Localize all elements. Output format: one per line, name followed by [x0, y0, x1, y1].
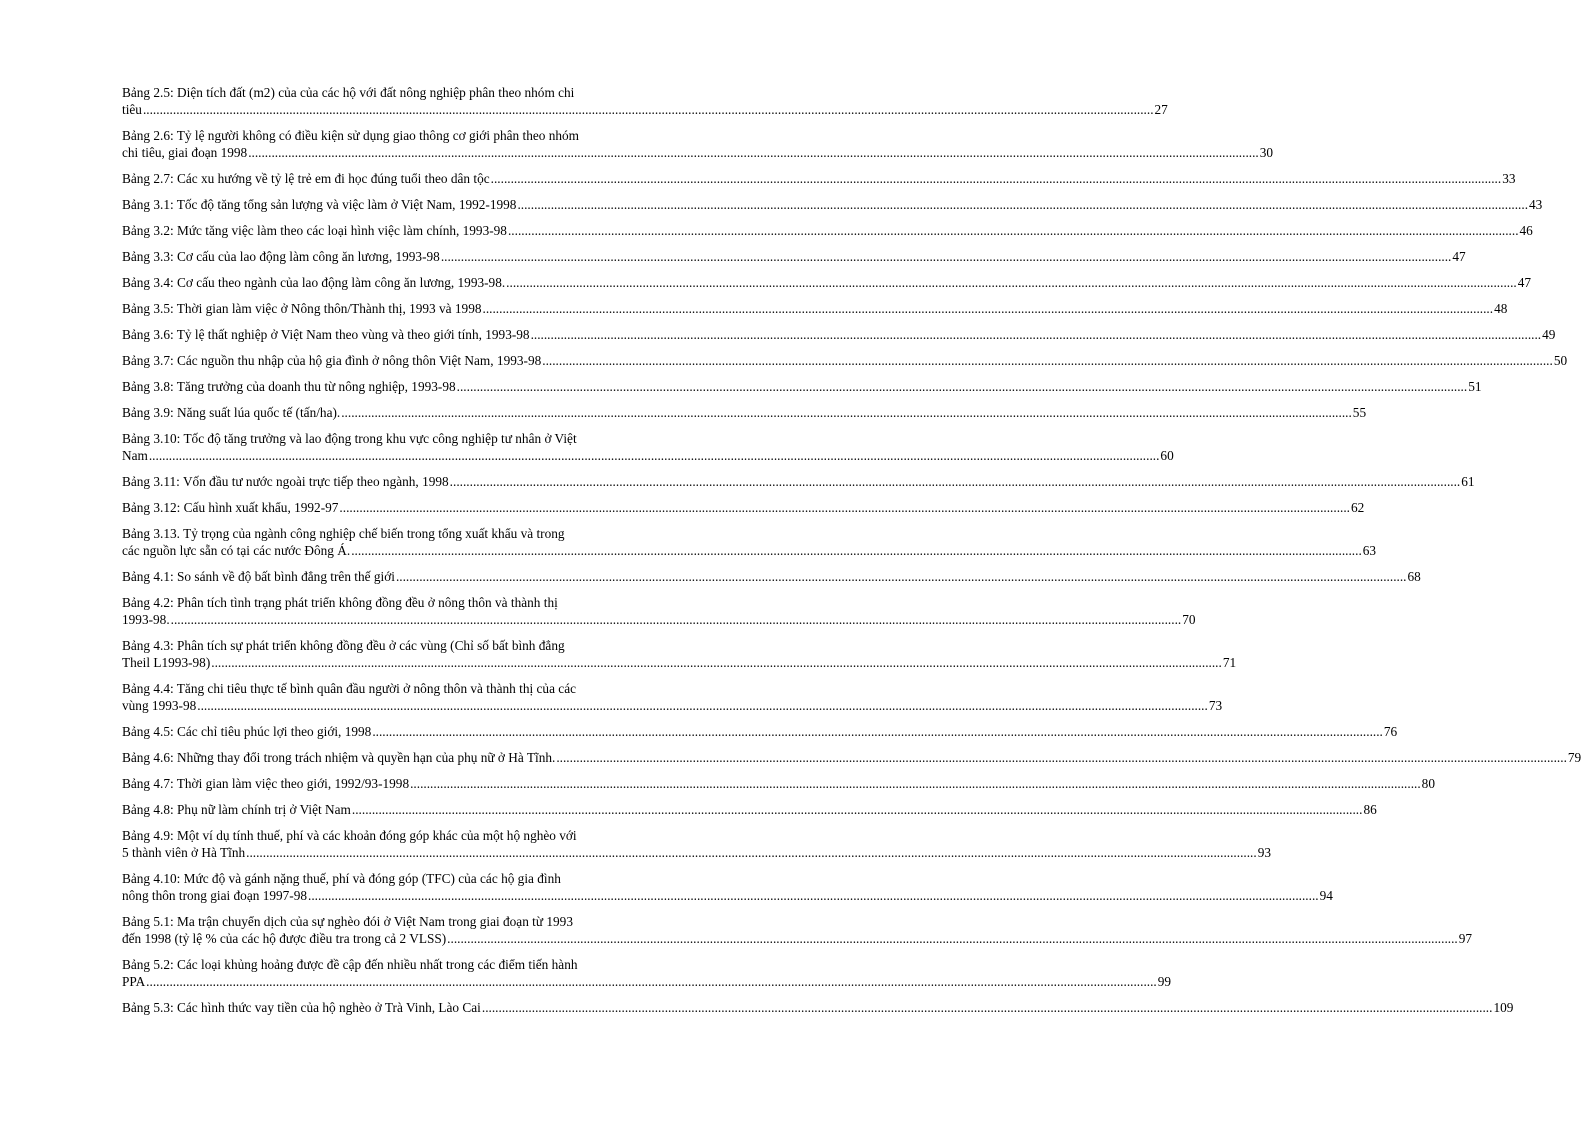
toc-entry[interactable]: [122, 775, 1435, 792]
toc-page-number: 86: [1363, 802, 1377, 817]
toc-entry-title: Bảng 4.8: Phụ nữ làm chính trị ở Việt Nam: [122, 802, 351, 817]
toc-page-number: 93: [1257, 845, 1271, 860]
toc-page-number: 63: [1362, 543, 1377, 558]
dot-leader: ................................................................................................................................................................................................................................................................................................................: [490, 171, 1502, 186]
toc-entry-title: đến 1998 (tỷ lệ % của các hộ được điều tra trong cả 2 VLSS): [122, 931, 447, 946]
dot-leader: ................................................................................................................................................................................................................................................................................................................: [248, 145, 1259, 160]
toc-page-number: 99: [1157, 974, 1172, 989]
dot-leader: ................................................................................................................................................................................................................................................................................................................: [197, 698, 1208, 713]
toc-page-number: 109: [1493, 1000, 1514, 1015]
toc-entry-title: Nam: [122, 448, 148, 463]
toc-page-number: 61: [1461, 474, 1475, 489]
toc-entry-title: Bảng 5.3: Các hình thức vay tiền của hộ nghèo ở Trà Vinh, Lào Cai: [122, 1000, 481, 1015]
dot-leader: ................................................................................................................................................................................................................................................................................................................: [507, 223, 1519, 238]
toc-entry[interactable]: [122, 499, 1365, 516]
toc-entry-title: Bảng 4.6: Những thay đổi trong trách nhiệm và quyền hạn của phụ nữ ở Hà Tĩnh.: [122, 750, 556, 765]
dot-leader: ................................................................................................................................................................................................................................................................................................................: [395, 569, 1407, 584]
toc-page-number: 80: [1421, 776, 1435, 791]
dot-leader: ................................................................................................................................................................................................................................................................................................................: [481, 1000, 1493, 1015]
toc-page-number: 48: [1494, 301, 1508, 316]
dot-leader: ................................................................................................................................................................................................................................................................................................................: [339, 500, 1350, 515]
toc-entry[interactable]: [122, 378, 1482, 395]
toc-entry[interactable]: [122, 637, 1237, 671]
dot-leader: ................................................................................................................................................................................................................................................................................................................: [410, 776, 1421, 791]
toc-entry-title: Bảng 2.7: Các xu hướng về tỷ lệ trẻ em đi học đúng tuổi theo dân tộc: [122, 171, 490, 186]
dot-leader: ................................................................................................................................................................................................................................................................................................................: [146, 974, 1157, 989]
toc-entry[interactable]: [122, 248, 1466, 265]
toc-page-number: 62: [1350, 500, 1365, 515]
toc-entry-title: Bảng 3.5: Thời gian làm việc ở Nông thôn/Thành thị, 1993 và 1998: [122, 301, 482, 316]
toc-entry-title-line-1: Bảng 4.10: Mức độ và gánh nặng thuế, phí và đóng góp (TFC) của các hộ gia đình: [122, 871, 561, 886]
dot-leader: ................................................................................................................................................................................................................................................................................................................: [440, 249, 1452, 264]
toc-entry-title: nông thôn trong giai đoạn 1997-98: [122, 888, 308, 903]
toc-page-number: 79: [1567, 750, 1581, 765]
table-of-tables: [122, 84, 1581, 1025]
toc-page-number: 55: [1352, 405, 1367, 420]
toc-page-number: 47: [1452, 249, 1466, 264]
toc-page-number: 76: [1383, 724, 1398, 739]
toc-page-number: 30: [1259, 145, 1274, 160]
toc-page-number: 73: [1208, 698, 1223, 713]
toc-page-number: 43: [1529, 197, 1543, 212]
toc-entry-title: Bảng 3.7: Các nguồn thu nhập của hộ gia đình ở nông thôn Việt Nam, 1993-98: [122, 353, 542, 368]
toc-entry[interactable]: [122, 594, 1196, 628]
dot-leader: ................................................................................................................................................................................................................................................................................................................: [456, 379, 1468, 394]
toc-entry[interactable]: [122, 300, 1508, 317]
toc-entry-title-line-1: Bảng 5.2: Các loại khủng hoảng được đề cập đến nhiều nhất trong các điểm tiến hành: [122, 957, 578, 972]
toc-entry[interactable]: [122, 430, 1174, 464]
toc-page-number: 71: [1222, 655, 1237, 670]
toc-page-number: 68: [1407, 569, 1421, 584]
toc-entry-title: Theil L1993-98): [122, 655, 211, 670]
toc-entry-title-line-1: Bảng 3.10: Tốc độ tăng trưởng và lao động trong khu vực công nghiệp tư nhân ở Việt: [122, 431, 577, 446]
dot-leader: ................................................................................................................................................................................................................................................................................................................: [211, 655, 1222, 670]
dot-leader: ................................................................................................................................................................................................................................................................................................................: [170, 612, 1182, 627]
dot-leader: ................................................................................................................................................................................................................................................................................................................: [246, 845, 1257, 860]
dot-leader: ................................................................................................................................................................................................................................................................................................................: [351, 543, 1362, 558]
toc-entry-title: 5 thành viên ở Hà Tĩnh: [122, 845, 246, 860]
dot-leader: ................................................................................................................................................................................................................................................................................................................: [556, 750, 1567, 765]
toc-entry-title: Bảng 3.4: Cơ cấu theo ngành của lao động làm công ăn lương, 1993-98.: [122, 275, 506, 290]
toc-entry[interactable]: [122, 870, 1333, 904]
toc-page-number: 50: [1553, 353, 1568, 368]
toc-entry[interactable]: [122, 801, 1377, 818]
toc-entry[interactable]: [122, 196, 1543, 213]
toc-entry-title: vùng 1993-98: [122, 698, 197, 713]
toc-entry[interactable]: [122, 274, 1532, 291]
dot-leader: ................................................................................................................................................................................................................................................................................................................: [142, 102, 1154, 117]
toc-entry[interactable]: [122, 222, 1533, 239]
dot-leader: ................................................................................................................................................................................................................................................................................................................: [506, 275, 1517, 290]
toc-entry-title: Bảng 4.1: So sánh về độ bất bình đẳng trên thế giới: [122, 569, 395, 584]
toc-entry[interactable]: [122, 680, 1223, 714]
toc-entry[interactable]: [122, 749, 1581, 766]
toc-page-number: 33: [1502, 171, 1516, 186]
toc-entry-title-line-1: Bảng 5.1: Ma trận chuyển dịch của sự nghèo đói ở Việt Nam trong giai đoạn từ 1993: [122, 914, 573, 929]
dot-leader: ................................................................................................................................................................................................................................................................................................................: [542, 353, 1553, 368]
toc-entry[interactable]: [122, 723, 1398, 740]
toc-entry-title-line-1: Bảng 4.2: Phân tích tình trạng phát triển không đồng đều ở nông thôn và thành thị: [122, 595, 558, 610]
toc-entry-title: 1993-98.: [122, 612, 170, 627]
toc-entry-title: tiêu: [122, 102, 142, 117]
dot-leader: ................................................................................................................................................................................................................................................................................................................: [351, 802, 1363, 817]
dot-leader: ................................................................................................................................................................................................................................................................................................................: [447, 931, 1458, 946]
toc-entry-title: các nguồn lực sẵn có tại các nước Đông Á.: [122, 543, 351, 558]
toc-page-number: 27: [1154, 102, 1168, 117]
toc-page-number: 51: [1468, 379, 1482, 394]
toc-entry[interactable]: [122, 827, 1271, 861]
toc-entry-title: Bảng 3.9: Năng suất lúa quốc tế (tấn/ha).: [122, 405, 341, 420]
toc-page-number: 94: [1319, 888, 1333, 903]
dot-leader: ................................................................................................................................................................................................................................................................................................................: [517, 197, 1529, 212]
toc-entry-title-line-1: Bảng 4.3: Phân tích sự phát triển không đồng đều ở các vùng (Chỉ số bất bình đẳng: [122, 638, 565, 653]
toc-entry-title: Bảng 3.3: Cơ cấu của lao động làm công ăn lương, 1993-98: [122, 249, 440, 264]
toc-page-number: 97: [1458, 931, 1473, 946]
toc-page-number: 46: [1519, 223, 1533, 238]
toc-entry-title: Bảng 3.11: Vốn đầu tư nước ngoài trực tiếp theo ngành, 1998: [122, 474, 449, 489]
toc-entry[interactable]: [122, 404, 1367, 421]
toc-entry-title: Bảng 4.5: Các chỉ tiêu phúc lợi theo giới, 1998: [122, 724, 372, 739]
toc-entry[interactable]: [122, 84, 1168, 118]
toc-entry-title-line-1: Bảng 3.13. Tỷ trọng của ngành công nghiệp chế biến trong tổng xuất khẩu và trong: [122, 526, 565, 541]
toc-entry[interactable]: [122, 568, 1421, 585]
toc-entry-title-line-1: Bảng 4.4: Tăng chi tiêu thực tế bình quân đầu người ở nông thôn và thành thị của các: [122, 681, 576, 696]
dot-leader: ................................................................................................................................................................................................................................................................................................................: [341, 405, 1352, 420]
toc-page-number: 60: [1160, 448, 1174, 463]
dot-leader: ................................................................................................................................................................................................................................................................................................................: [449, 474, 1461, 489]
toc-entry-title: Bảng 3.12: Cấu hình xuất khẩu, 1992-97: [122, 500, 339, 515]
toc-entry-title: Bảng 3.6: Tỷ lệ thất nghiệp ở Việt Nam theo vùng và theo giới tính, 1993-98: [122, 327, 530, 342]
toc-entry[interactable]: [122, 525, 1377, 559]
toc-entry-title: Bảng 3.2: Mức tăng việc làm theo các loại hình việc làm chính, 1993-98: [122, 223, 507, 238]
toc-entry[interactable]: [122, 352, 1568, 369]
toc-entry[interactable]: [122, 999, 1514, 1016]
dot-leader: ................................................................................................................................................................................................................................................................................................................: [148, 448, 1160, 463]
toc-entry-title: PPA: [122, 974, 146, 989]
dot-leader: ................................................................................................................................................................................................................................................................................................................: [530, 327, 1542, 342]
toc-entry-title-line-1: Bảng 2.6: Tỷ lệ người không có điều kiện sử dụng giao thông cơ giới phân theo nhóm: [122, 128, 580, 143]
toc-entry[interactable]: [122, 913, 1473, 947]
toc-page-number: 49: [1542, 327, 1556, 342]
toc-entry-title: Bảng 3.1: Tốc độ tăng tổng sản lượng và việc làm ở Việt Nam, 1992-1998: [122, 197, 517, 212]
toc-entry[interactable]: [122, 326, 1556, 343]
toc-entry[interactable]: [122, 127, 1274, 161]
toc-entry-title-line-1: Bảng 2.5: Diện tích đất (m2) của của các hộ với đất nông nghiệp phân theo nhóm chi: [122, 85, 575, 100]
toc-entry-title: Bảng 4.7: Thời gian làm việc theo giới, 1992/93-1998: [122, 776, 410, 791]
toc-page-number: 70: [1182, 612, 1196, 627]
toc-entry[interactable]: [122, 473, 1475, 490]
toc-entry[interactable]: [122, 956, 1172, 990]
toc-page-number: 47: [1517, 275, 1532, 290]
dot-leader: ................................................................................................................................................................................................................................................................................................................: [482, 301, 1494, 316]
dot-leader: ................................................................................................................................................................................................................................................................................................................: [308, 888, 1319, 903]
toc-entry-title: Bảng 3.8: Tăng trưởng của doanh thu từ nông nghiệp, 1993-98: [122, 379, 456, 394]
toc-entry-title-line-1: Bảng 4.9: Một ví dụ tính thuế, phí và các khoản đóng góp khác của một hộ nghèo với: [122, 828, 577, 843]
toc-entry[interactable]: [122, 170, 1516, 187]
dot-leader: ................................................................................................................................................................................................................................................................................................................: [372, 724, 1383, 739]
toc-entry-title: chi tiêu, giai đoạn 1998: [122, 145, 248, 160]
